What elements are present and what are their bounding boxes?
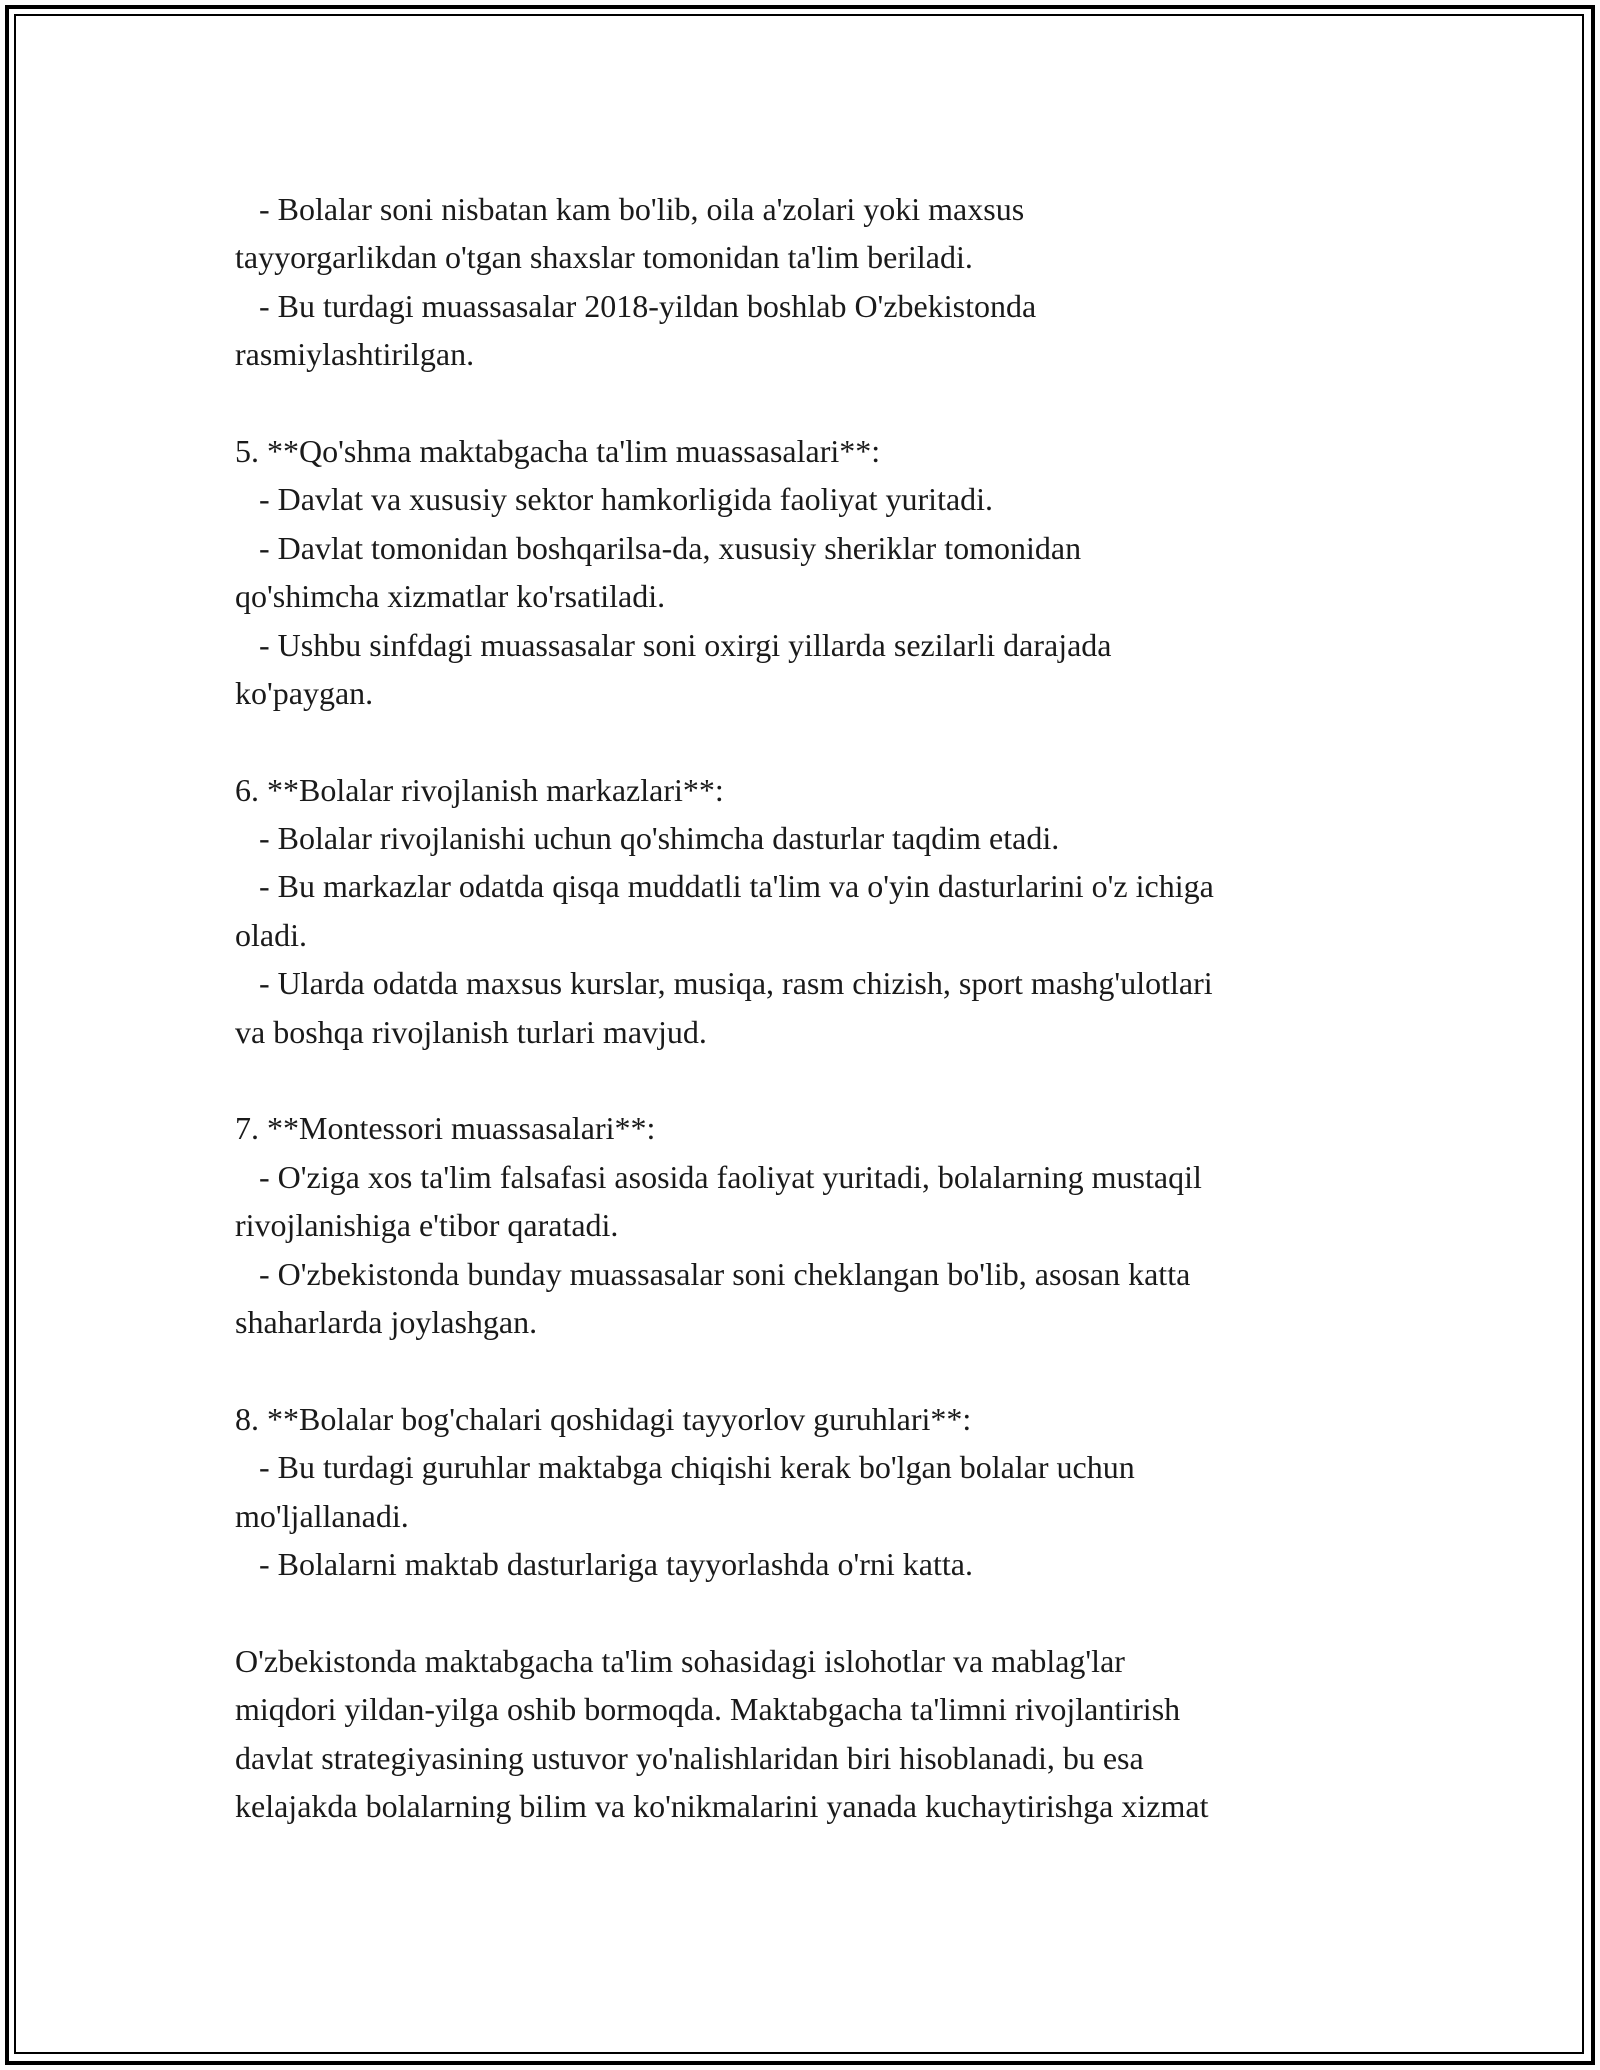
text-line: - Davlat tomonidan boshqarilsa-da, xususiy sheriklar tomonidan [235,529,1082,566]
text-line: tayyorgarlikdan o'tgan shaxslar tomonidan ta'lim beriladi. [235,239,973,276]
text-line: ko'paygan. [235,674,374,711]
blank-line [235,379,1375,427]
paragraph-line: kelajakda bolalarning bilim va ko'nikmalarini yanada kuchaytirishga xizmat [235,1787,1209,1824]
text-line: rivojlanishiga e'tibor qaratadi. [235,1207,619,1244]
text-line: qo'shimcha xizmatlar ko'rsatiladi. [235,578,666,615]
text-line: - Bolalar rivojlanishi uchun qo'shimcha dasturlar taqdim etadi. [235,820,1060,857]
text-line: - Ularda odatda maxsus kurslar, musiqa, rasm chizish, sport mashg'ulotlari [235,965,1213,1002]
text-line: va boshqa rivojlanish turlari mavjud. [235,1013,707,1050]
text-line: - O'ziga xos ta'lim falsafasi asosida faoliyat yuritadi, bolalarning mustaqil [235,1158,1202,1195]
blank-line [235,1346,1375,1394]
text-line: rasmiylashtirilgan. [235,336,475,373]
text-line: - Bolalarni maktab dasturlariga tayyorlashda o'rni katta. [235,1545,973,1582]
paragraph-line: O'zbekistonda maktabgacha ta'lim sohasidagi islohotlar va mablag'lar [235,1642,1125,1679]
document-body [235,185,1375,1830]
blank-line [235,1056,1375,1104]
text-line: mo'ljallanadi. [235,1497,409,1534]
text-line: - Bu turdagi guruhlar maktabga chiqishi kerak bo'lgan bolalar uchun [235,1449,1135,1486]
text-line: - Bu markazlar odatda qisqa muddatli ta'lim va o'yin dasturlarini o'z ichiga [235,868,1214,905]
text-line: - Bu turdagi muassasalar 2018-yildan boshlab O'zbekistonda [235,287,1037,324]
text-line: - Bolalar soni nisbatan kam bo'lib, oila a'zolari yoki maxsus [235,191,1025,227]
text-line: - O'zbekistonda bunday muassasalar soni cheklangan bo'lib, asosan katta [235,1255,1191,1292]
blank-line [235,1588,1375,1636]
paragraph-line: miqdori yildan-yilga oshib bormoqda. Maktabgacha ta'limni rivojlantirish [235,1691,1181,1728]
section-heading: 7. **Montessori muassasalari**: [235,1110,656,1147]
paragraph-line: davlat strategiyasining ustuvor yo'nalishlaridan biri hisoblanadi, bu esa [235,1739,1144,1776]
section-heading: 5. **Qo'shma maktabgacha ta'lim muassasalari**: [235,432,881,469]
text-line: - Davlat va xususiy sektor hamkorligida faoliyat yuritadi. [235,481,994,518]
section-heading: 6. **Bolalar rivojlanish markazlari**: [235,771,724,808]
section-heading: 8. **Bolalar bog'chalari qoshidagi tayyorlov guruhlari**: [235,1400,972,1437]
text-line: shaharlarda joylashgan. [235,1303,538,1340]
text-line: - Ushbu sinfdagi muassasalar soni oxirgi yillarda sezilarli darajada [235,626,1112,663]
blank-line [235,717,1375,765]
text-line: oladi. [235,916,307,953]
